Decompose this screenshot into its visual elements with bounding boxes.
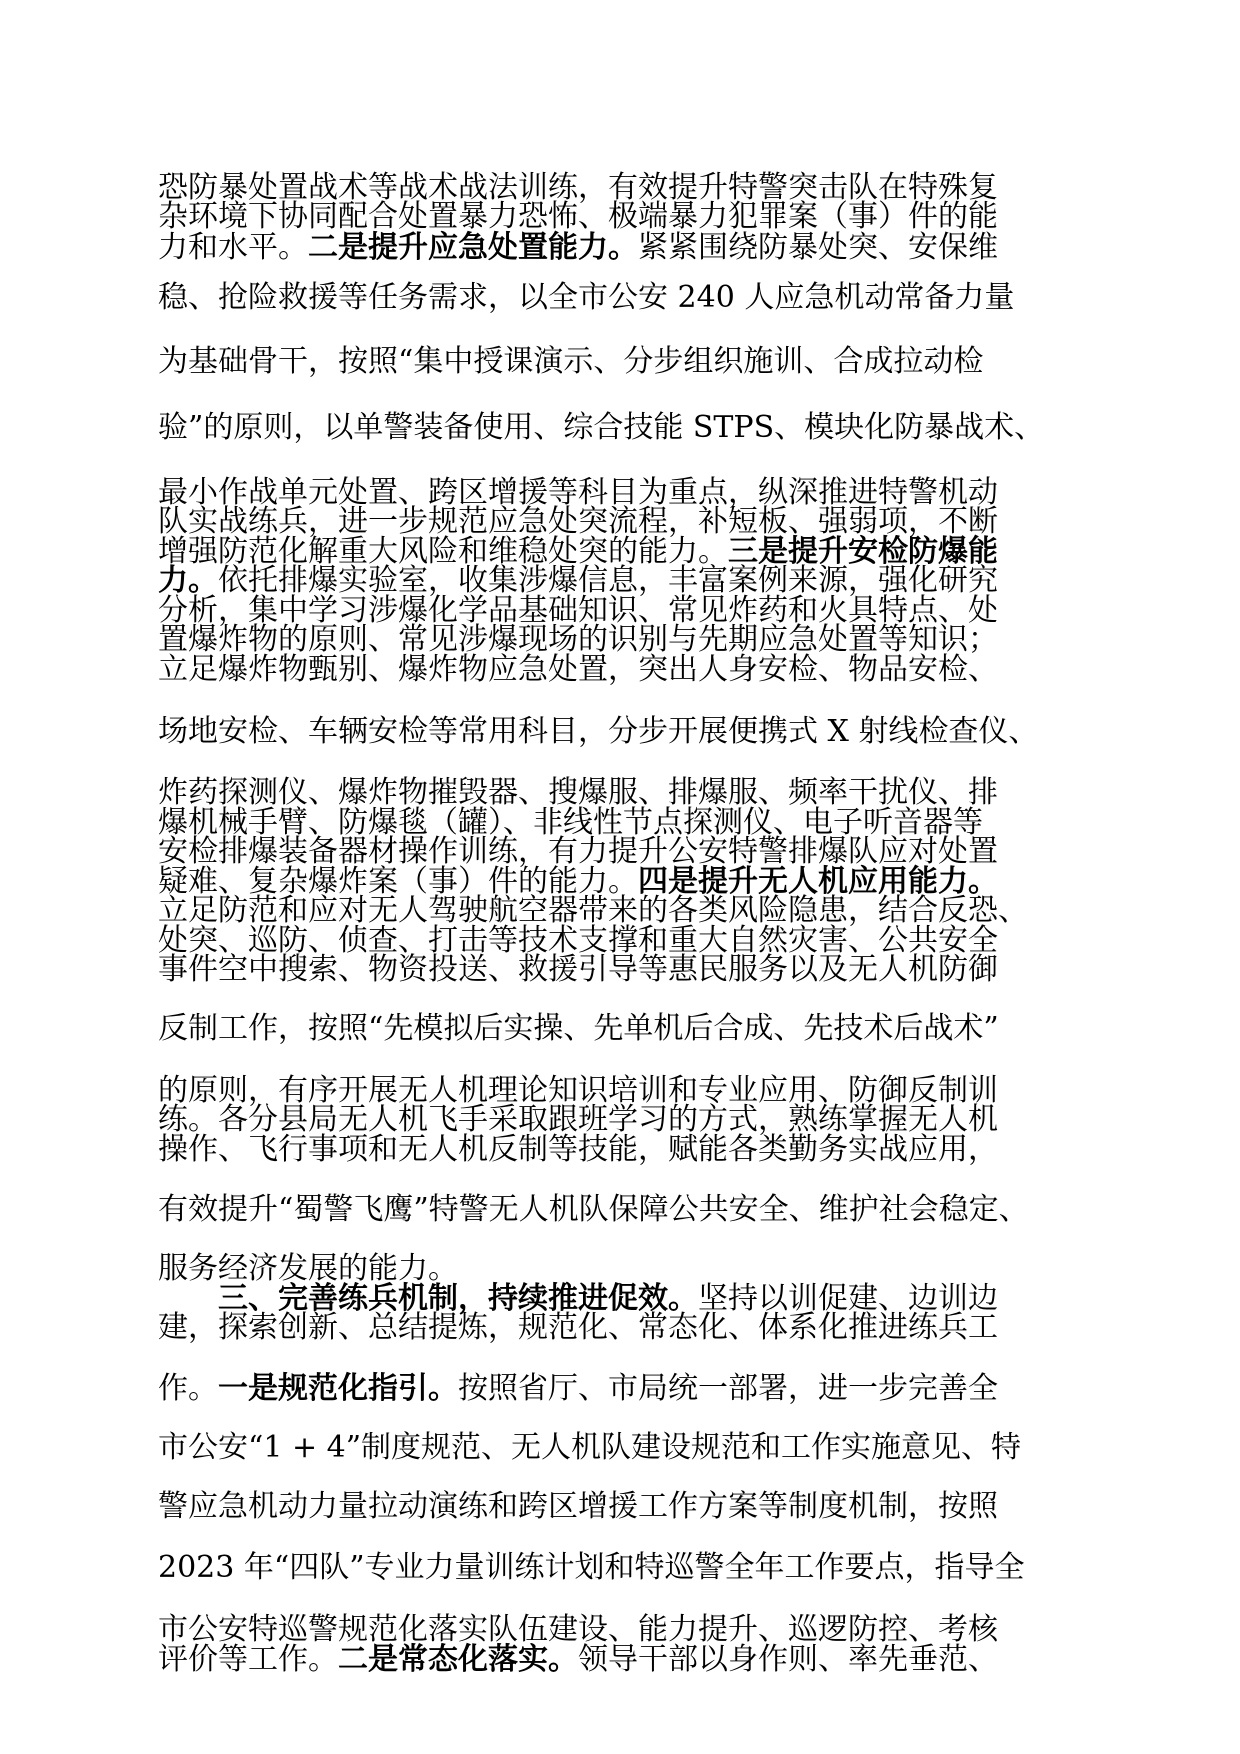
body-text: 警应急机动力量拉动演练和跨区增援工作方案等制度机制，按照 [158,1489,998,1524]
text-line [158,1551,1078,1585]
text-line [158,1012,1078,1046]
text-line [158,411,1078,445]
body-text: 反制工作，按照“先模拟后实操、先单机后合成、先技术后战术” [158,1011,999,1046]
bold-heading-text: 二是提升应急处置能力。 [308,230,638,265]
bold-heading-text: 三是提升安检防爆能 [728,534,998,569]
text-line [158,1311,1078,1345]
bold-heading-text: 三、完善练兵机制，持续推进促效。 [218,1281,698,1316]
body-text: 服务经济发展的能力。 [158,1251,458,1286]
body-text: 立足爆炸物甄别、爆炸物应急处置，突出人身安检、物品安检、 [158,652,998,687]
body-text: 疑难、复杂爆炸案（事）件的能力。 [158,864,638,899]
body-text: 处突、巡防、侦查、打击等技术支撑和重大自然灾害、公共安全 [158,923,998,958]
body-text: 2023 年“四队”专业力量训练计划和特巡警全年工作要点，指导全 [158,1550,1025,1585]
body-text: 的原则，有序开展无人机理论知识培训和专业应用、防御反制训 [158,1073,998,1108]
text-line [158,281,1078,315]
body-text: 坚持以训促建、边训边 [698,1281,998,1316]
body-text: 立足防范和应对无人驾驶航空器带来的各类风险隐患，结合反恐、 [158,893,1028,928]
body-text: 练。各分县局无人机飞手采取跟班学习的方式，熟练掌握无人机 [158,1102,998,1137]
body-text: 场地安检、车辆安检等常用科目，分步开展便携式 X 射线检查仪、 [158,714,1039,749]
text-line [158,1133,1078,1167]
body-text: 炸药探测仪、爆炸物摧毁器、搜爆服、排爆服、频率干扰仪、排 [158,775,998,810]
body-text: 评价等工作。 [158,1642,338,1677]
text-line [158,1193,1078,1227]
body-text: 置爆炸物的原则、常见涉爆现场的识别与先期应急处置等知识； [158,622,998,657]
text-line [158,1372,1078,1406]
body-text: 队实战练兵，进一步规范应急处突流程，补短板、强弱项，不断 [158,504,998,539]
body-text: 建，探索创新、总结提炼，规范化、常态化、体系化推进练兵工 [158,1310,998,1345]
body-text: 恐防暴处置战术等战术战法训练，有效提升特警突击队在特殊复 [158,170,998,205]
body-text: 分析，集中学习涉爆化学品基础知识、常见炸药和火具特点、处 [158,593,998,628]
text-line [158,231,1078,265]
body-text: 杂环境下协同配合处置暴力恐怖、极端暴力犯罪案（事）件的能 [158,199,998,234]
body-text: 作。 [158,1371,218,1406]
body-text: 操作、飞行事项和无人机反制等技能，赋能各类勤务实战应用， [158,1132,998,1167]
body-text: 领导干部以身作则、率先垂范、 [578,1642,998,1677]
body-text: 事件空中搜索、物资投送、救援引导等惠民服务以及无人机防御 [158,952,998,987]
text-line [158,1431,1078,1465]
text-line [158,653,1078,687]
text-line [158,953,1078,987]
body-text: 紧紧围绕防暴处突、安保维 [638,230,998,265]
body-text: 稳、抢险救援等任务需求，以全市公安 240 人应急机动常备力量 [158,280,1015,315]
text-line [158,200,1078,234]
body-text: 爆机械手臂、防爆毯（罐）、非线性节点探测仪、电子听音器等 [158,805,983,840]
body-text: 增强防范化解重大风险和维稳处突的能力。 [158,534,728,569]
body-text: 验”的原则，以单警装备使用、综合技能 STPS、模块化防暴战术、 [158,410,1045,445]
body-text: 力和水平。 [158,230,308,265]
text-line [158,1643,1078,1677]
body-text: 最小作战单元处置、跨区增援等科目为重点，纵深推进特警机动 [158,475,998,510]
bold-heading-text: 力。 [158,563,218,598]
text-line [158,1490,1078,1524]
body-text: 为基础骨干，按照“集中授课演示、分步组织施训、合成拉动检 [158,344,984,379]
bold-heading-text: 四是提升无人机应用能力。 [638,864,998,899]
body-text: 有效提升“蜀警飞鹰”特警无人机队保障公共安全、维护社会稳定、 [158,1192,1029,1227]
text-line [158,715,1078,749]
body-text: 依托排爆实验室，收集涉爆信息，丰富案例来源，强化研究 [218,563,998,598]
text-line [158,345,1078,379]
bold-heading-text: 一是规范化指引。 [218,1371,458,1406]
body-text: 安检排爆装备器材操作训练，有力提升公安特警排爆队应对处置 [158,834,998,869]
bold-heading-text: 二是常态化落实。 [338,1642,578,1677]
body-text: 按照省厅、市局统一部署，进一步完善全 [458,1371,998,1406]
body-text: 市公安特巡警规范化落实队伍建设、能力提升、巡逻防控、考核 [158,1612,998,1647]
body-text: 市公安“1 + 4”制度规范、无人机队建设规范和工作实施意见、特 [158,1430,1022,1465]
